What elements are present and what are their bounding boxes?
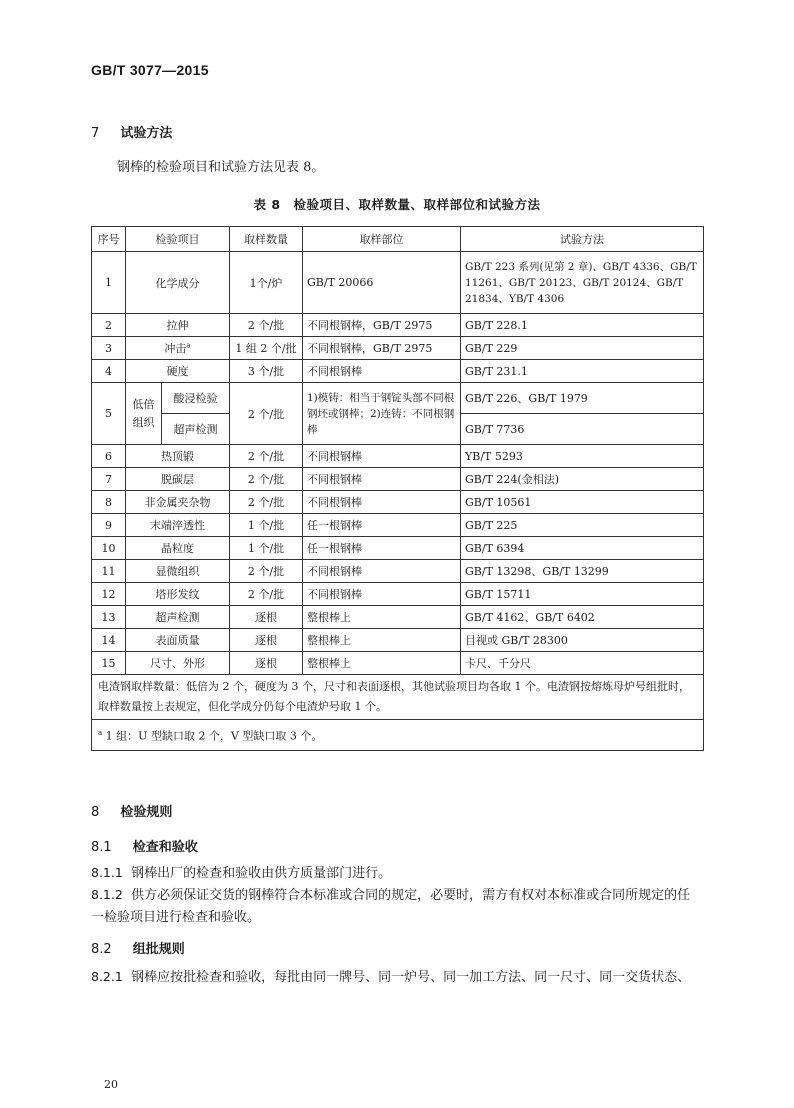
cell-item: 尺寸、外形: [126, 652, 230, 675]
section-title: 试验方法: [120, 126, 173, 141]
clause-text: 供方必须保证交货的钢棒符合本标准或合同的规定，必要时，需方有权对本标准或合同所规定的任一检验项目进行检查和验收。: [91, 888, 691, 925]
table-row: [92, 560, 704, 583]
table-note: 电渣钢取样数量：低倍为 2 个，硬度为 3 个，尺寸和表面逐根，其他试验项目均各取 1 个。电渣钢按熔炼母炉号组批时，取样数量按上表规定，但化学成分仍每个电渣炉号取 1 个。: [92, 675, 704, 720]
cell-qty: 1 个/批: [230, 537, 303, 560]
cell-method: 目视或 GB/T 28300: [461, 629, 704, 652]
cell-item: 脱碳层: [126, 468, 230, 491]
cell-item: 末端淬透性: [126, 514, 230, 537]
section-8-1-heading: [91, 836, 198, 855]
clause-8-1-2: [91, 884, 701, 929]
table-row: [92, 360, 704, 383]
cell-item: 拉伸: [126, 314, 230, 337]
cell-no: 12: [92, 583, 126, 606]
cell-no: 15: [92, 652, 126, 675]
page-number: 20: [104, 1078, 118, 1091]
table-row: [92, 468, 704, 491]
table-caption: 表 8 检验项目、取样数量、取样部位和试验方法: [253, 197, 541, 212]
footnote-marker: a: [186, 341, 191, 350]
cell-location: 不同根钢棒: [303, 491, 461, 514]
cell-method: GB/T 15711: [461, 583, 704, 606]
header-method: 试验方法: [461, 227, 704, 252]
cell-location: 不同根钢棒: [303, 583, 461, 606]
cell-qty: 2 个/批: [230, 383, 303, 445]
clause-text: 钢棒应按批检查和验收，每批由同一牌号、同一炉号、同一加工方法、同一尺寸、同一交货状态、: [131, 970, 691, 985]
cell-item: 超声检测: [126, 606, 230, 629]
section-8-2-heading: [91, 938, 185, 957]
table-row: [92, 583, 704, 606]
cell-method: GB/T 225: [461, 514, 704, 537]
table-row: [92, 252, 704, 314]
cell-no: 9: [92, 514, 126, 537]
cell-item: 非金属夹杂物: [126, 491, 230, 514]
cell-item: 晶粒度: [126, 537, 230, 560]
cell-no: 3: [92, 337, 126, 360]
cell-method: GB/T 229: [461, 337, 704, 360]
cell-qty: 1 个/批: [230, 514, 303, 537]
clause-text: 钢棒出厂的检查和验收由供方质量部门进行。: [131, 866, 392, 881]
cell-method: GB/T 228.1: [461, 314, 704, 337]
cell-location: 不同根钢棒，GB/T 2975: [303, 337, 461, 360]
cell-qty: 逐根: [230, 606, 303, 629]
section-number: 7: [91, 126, 100, 141]
table-header-row: [92, 227, 704, 252]
cell-qty: 2 个/批: [230, 314, 303, 337]
cell-qty: 2 个/批: [230, 583, 303, 606]
cell-method: GB/T 4162、GB/T 6402: [461, 606, 704, 629]
header-qty: 取样数量: [230, 227, 303, 252]
item-text: 冲击: [164, 342, 187, 355]
cell-location: 任一根钢棒: [303, 537, 461, 560]
cell-location: 不同根钢棒: [303, 468, 461, 491]
cell-no: 5: [92, 383, 126, 445]
clause-number: 8.1.2: [91, 887, 123, 902]
table-footnote: [92, 720, 704, 751]
cell-no: 1: [92, 252, 126, 314]
cell-qty: 3 个/批: [230, 360, 303, 383]
cell-no: 13: [92, 606, 126, 629]
cell-method: GB/T 224(金相法): [461, 468, 704, 491]
cell-qty: 2 个/批: [230, 560, 303, 583]
section-number: 8: [91, 805, 100, 820]
clause-number: 8.1.1: [91, 865, 123, 880]
standard-code: GB/T 3077—2015: [91, 62, 209, 78]
cell-qty: 1个/炉: [230, 252, 303, 314]
cell-location: GB/T 20066: [303, 252, 461, 314]
cell-no: 14: [92, 629, 126, 652]
cell-method: GB/T 226、GB/T 1979: [461, 383, 704, 414]
cell-qty: 逐根: [230, 629, 303, 652]
cell-no: 8: [92, 491, 126, 514]
cell-qty: 逐根: [230, 652, 303, 675]
cell-no: 7: [92, 468, 126, 491]
cell-subitem: 酸浸检验: [162, 383, 230, 414]
cell-item: [126, 337, 230, 360]
table-row: [92, 537, 704, 560]
cell-no: 2: [92, 314, 126, 337]
cell-location: 整根棒上: [303, 606, 461, 629]
section-7-heading: [91, 122, 172, 141]
section-title: 组批规则: [132, 942, 185, 957]
clause-8-1-1: [91, 862, 701, 885]
cell-method: GB/T 13298、GB/T 13299: [461, 560, 704, 583]
cell-location: 不同根钢棒: [303, 360, 461, 383]
header-no: 序号: [92, 227, 126, 252]
cell-method: YB/T 5293: [461, 445, 704, 468]
cell-qty: 2 个/批: [230, 445, 303, 468]
cell-location: 不同根钢棒，GB/T 2975: [303, 314, 461, 337]
cell-no: 4: [92, 360, 126, 383]
cell-location: 不同根钢棒: [303, 560, 461, 583]
cell-method: GB/T 7736: [461, 414, 704, 445]
cell-qty: 2 个/批: [230, 468, 303, 491]
cell-item: 热顶锻: [126, 445, 230, 468]
section-number: 8.1: [91, 840, 112, 855]
cell-method: GB/T 10561: [461, 491, 704, 514]
cell-method: GB/T 231.1: [461, 360, 704, 383]
header-location: 取样部位: [303, 227, 461, 252]
cell-qty: 1 组 2 个/批: [230, 337, 303, 360]
cell-no: 11: [92, 560, 126, 583]
cell-qty: 2 个/批: [230, 491, 303, 514]
inspection-table: [91, 226, 704, 751]
table-row: [92, 383, 704, 414]
cell-method: GB/T 223 系列(见第 2 章)、GB/T 4336、GB/T 11261、GB/T 20123、GB/T 20124、GB/T 21834、YB/T 4306: [461, 252, 704, 314]
section-title: 检查和验收: [132, 840, 198, 855]
section-8-heading: [91, 801, 172, 820]
cell-item: 表面质量: [126, 629, 230, 652]
cell-location: 整根棒上: [303, 652, 461, 675]
cell-location: 任一根钢棒: [303, 514, 461, 537]
cell-group: 低倍组织: [126, 383, 162, 445]
section-title: 检验规则: [120, 805, 173, 820]
table-note-row: [92, 675, 704, 720]
clause-8-2-1: [91, 966, 701, 989]
clause-number: 8.2.1: [91, 969, 123, 984]
table-row: [92, 652, 704, 675]
section-7-intro: 钢棒的检验项目和试验方法见表 8。: [117, 160, 325, 175]
table-row: [92, 629, 704, 652]
cell-item: 显微组织: [126, 560, 230, 583]
table-row: [92, 314, 704, 337]
table-row: [92, 514, 704, 537]
footnote-text: 1 组：U 型缺口取 2 个，V 型缺口取 3 个。: [102, 729, 323, 743]
cell-location: 1)模铸：相当于钢锭头部不同根钢坯或钢棒；2)连铸：不同根钢棒: [303, 383, 461, 445]
section-number: 8.2: [91, 942, 112, 957]
cell-no: 10: [92, 537, 126, 560]
cell-subitem: 超声检测: [162, 414, 230, 445]
footnote-marker: a: [98, 729, 103, 738]
table-row: [92, 491, 704, 514]
cell-no: 6: [92, 445, 126, 468]
table-row: [92, 606, 704, 629]
header-item: 检验项目: [126, 227, 230, 252]
cell-item: 化学成分: [126, 252, 230, 314]
cell-location: 不同根钢棒: [303, 445, 461, 468]
cell-location: 整根棒上: [303, 629, 461, 652]
table-footnote-row: [92, 720, 704, 751]
table-row: [92, 445, 704, 468]
table-row: [92, 337, 704, 360]
cell-method: GB/T 6394: [461, 537, 704, 560]
cell-item: 塔形发纹: [126, 583, 230, 606]
cell-item: 硬度: [126, 360, 230, 383]
cell-method: 卡尺、千分尺: [461, 652, 704, 675]
